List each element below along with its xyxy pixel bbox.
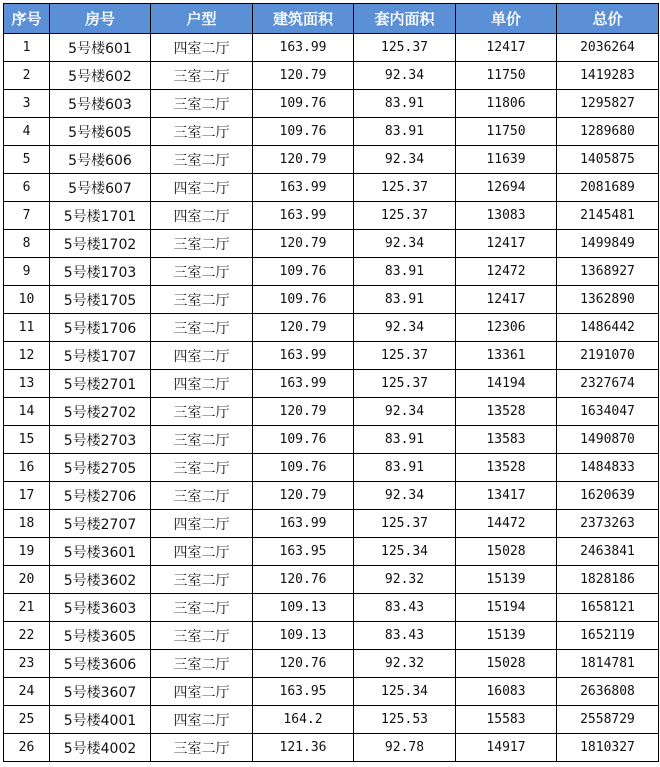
cell-net-area[interactable]: 92.32 xyxy=(354,566,456,594)
table-row xyxy=(4,230,659,258)
cell-gross-area[interactable]: 120.79 xyxy=(253,398,354,426)
cell-layout[interactable]: 四室二厅 xyxy=(151,538,253,566)
cell-room[interactable]: 5号楼602 xyxy=(50,62,151,90)
cell-room[interactable]: 5号楼1703 xyxy=(50,258,151,286)
cell-unit-price[interactable]: 13361 xyxy=(456,342,557,370)
cell-net-area[interactable]: 125.37 xyxy=(354,174,456,202)
cell-net-area[interactable]: 92.32 xyxy=(354,650,456,678)
cell-gross-area[interactable]: 109.76 xyxy=(253,454,354,482)
cell-net-area[interactable]: 92.34 xyxy=(354,314,456,342)
cell-unit-price[interactable]: 12694 xyxy=(456,174,557,202)
cell-unit-price[interactable]: 15194 xyxy=(456,594,557,622)
cell-total-price[interactable]: 1499849 xyxy=(557,230,659,258)
cell-net-area[interactable]: 92.34 xyxy=(354,482,456,510)
cell-room[interactable]: 5号楼2703 xyxy=(50,426,151,454)
cell-net-area[interactable]: 125.34 xyxy=(354,678,456,706)
header-row xyxy=(4,4,659,34)
cell-gross-area[interactable]: 163.99 xyxy=(253,510,354,538)
cell-room[interactable]: 5号楼4001 xyxy=(50,706,151,734)
cell-net-area[interactable]: 92.34 xyxy=(354,230,456,258)
cell-no[interactable]: 26 xyxy=(4,734,50,762)
cell-unit-price[interactable]: 13583 xyxy=(456,426,557,454)
cell-net-area[interactable]: 125.37 xyxy=(354,370,456,398)
cell-total-price[interactable]: 1405875 xyxy=(557,146,659,174)
table-row xyxy=(4,202,659,230)
cell-net-area[interactable]: 83.91 xyxy=(354,454,456,482)
cell-layout[interactable]: 四室二厅 xyxy=(151,678,253,706)
cell-gross-area[interactable]: 120.76 xyxy=(253,566,354,594)
cell-unit-price[interactable]: 15028 xyxy=(456,538,557,566)
cell-gross-area[interactable]: 109.76 xyxy=(253,90,354,118)
cell-unit-price[interactable]: 15139 xyxy=(456,622,557,650)
cell-room[interactable]: 5号楼3606 xyxy=(50,650,151,678)
cell-net-area[interactable]: 125.37 xyxy=(354,202,456,230)
cell-total-price[interactable]: 2191070 xyxy=(557,342,659,370)
cell-total-price[interactable]: 2373263 xyxy=(557,510,659,538)
cell-gross-area[interactable]: 163.99 xyxy=(253,202,354,230)
cell-room[interactable]: 5号楼2702 xyxy=(50,398,151,426)
cell-gross-area[interactable]: 109.13 xyxy=(253,622,354,650)
cell-layout[interactable]: 四室二厅 xyxy=(151,174,253,202)
table-row xyxy=(4,734,659,762)
table-row xyxy=(4,426,659,454)
cell-gross-area[interactable]: 120.79 xyxy=(253,314,354,342)
table-row xyxy=(4,118,659,146)
cell-net-area[interactable]: 125.37 xyxy=(354,34,456,62)
table-row xyxy=(4,90,659,118)
cell-layout[interactable]: 三室二厅 xyxy=(151,734,253,762)
cell-unit-price[interactable]: 12417 xyxy=(456,34,557,62)
cell-room[interactable]: 5号楼3607 xyxy=(50,678,151,706)
cell-unit-price[interactable]: 12306 xyxy=(456,314,557,342)
cell-gross-area[interactable]: 163.99 xyxy=(253,342,354,370)
cell-layout[interactable]: 三室二厅 xyxy=(151,482,253,510)
cell-gross-area[interactable]: 120.76 xyxy=(253,650,354,678)
cell-layout[interactable]: 三室二厅 xyxy=(151,258,253,286)
cell-net-area[interactable]: 125.37 xyxy=(354,510,456,538)
cell-total-price[interactable]: 1289680 xyxy=(557,118,659,146)
header-layout: 户型 xyxy=(151,4,253,34)
cell-layout[interactable]: 四室二厅 xyxy=(151,370,253,398)
table-row xyxy=(4,62,659,90)
table-row xyxy=(4,146,659,174)
cell-gross-area[interactable]: 163.99 xyxy=(253,34,354,62)
cell-net-area[interactable]: 83.43 xyxy=(354,622,456,650)
cell-unit-price[interactable]: 12417 xyxy=(456,286,557,314)
cell-gross-area[interactable]: 109.76 xyxy=(253,426,354,454)
cell-net-area[interactable]: 92.78 xyxy=(354,734,456,762)
cell-layout[interactable]: 三室二厅 xyxy=(151,622,253,650)
cell-no[interactable]: 10 xyxy=(4,286,50,314)
cell-room[interactable]: 5号楼3603 xyxy=(50,594,151,622)
cell-layout[interactable]: 三室二厅 xyxy=(151,650,253,678)
header-net-area: 套内面积 xyxy=(354,4,456,34)
cell-no[interactable]: 5 xyxy=(4,146,50,174)
table-row xyxy=(4,538,659,566)
cell-total-price[interactable]: 1419283 xyxy=(557,62,659,90)
cell-no[interactable]: 1 xyxy=(4,34,50,62)
cell-room[interactable]: 5号楼605 xyxy=(50,118,151,146)
cell-no[interactable]: 22 xyxy=(4,622,50,650)
cell-layout[interactable]: 四室二厅 xyxy=(151,202,253,230)
cell-unit-price[interactable]: 14472 xyxy=(456,510,557,538)
cell-total-price[interactable]: 2327674 xyxy=(557,370,659,398)
table-row xyxy=(4,174,659,202)
cell-no[interactable]: 15 xyxy=(4,426,50,454)
cell-layout[interactable]: 四室二厅 xyxy=(151,510,253,538)
cell-total-price[interactable]: 2463841 xyxy=(557,538,659,566)
cell-total-price[interactable]: 1295827 xyxy=(557,90,659,118)
cell-total-price[interactable]: 2558729 xyxy=(557,706,659,734)
cell-total-price[interactable]: 2081689 xyxy=(557,174,659,202)
cell-no[interactable]: 23 xyxy=(4,650,50,678)
header-room: 房号 xyxy=(50,4,151,34)
cell-gross-area[interactable]: 163.95 xyxy=(253,538,354,566)
cell-gross-area[interactable]: 120.79 xyxy=(253,146,354,174)
cell-gross-area[interactable]: 109.76 xyxy=(253,258,354,286)
table-row xyxy=(4,342,659,370)
cell-layout[interactable]: 三室二厅 xyxy=(151,566,253,594)
cell-net-area[interactable]: 83.91 xyxy=(354,426,456,454)
cell-total-price[interactable]: 1652119 xyxy=(557,622,659,650)
cell-room[interactable]: 5号楼2706 xyxy=(50,482,151,510)
cell-room[interactable]: 5号楼2707 xyxy=(50,510,151,538)
cell-total-price[interactable]: 1634047 xyxy=(557,398,659,426)
cell-unit-price[interactable]: 11750 xyxy=(456,118,557,146)
cell-net-area[interactable]: 83.91 xyxy=(354,286,456,314)
cell-no[interactable]: 8 xyxy=(4,230,50,258)
cell-unit-price[interactable]: 14917 xyxy=(456,734,557,762)
cell-room[interactable]: 5号楼2701 xyxy=(50,370,151,398)
cell-gross-area[interactable]: 120.79 xyxy=(253,482,354,510)
cell-no[interactable]: 13 xyxy=(4,370,50,398)
cell-no[interactable]: 6 xyxy=(4,174,50,202)
header-unit-price: 单价 xyxy=(456,4,557,34)
cell-no[interactable]: 3 xyxy=(4,90,50,118)
cell-no[interactable]: 12 xyxy=(4,342,50,370)
header-no: 序号 xyxy=(4,4,50,34)
cell-net-area[interactable]: 83.91 xyxy=(354,118,456,146)
table-row xyxy=(4,258,659,286)
cell-layout[interactable]: 三室二厅 xyxy=(151,286,253,314)
cell-total-price[interactable]: 1362890 xyxy=(557,286,659,314)
cell-gross-area[interactable]: 109.76 xyxy=(253,286,354,314)
cell-room[interactable]: 5号楼3601 xyxy=(50,538,151,566)
table-row xyxy=(4,566,659,594)
cell-unit-price[interactable]: 15583 xyxy=(456,706,557,734)
cell-gross-area[interactable]: 109.76 xyxy=(253,118,354,146)
cell-room[interactable]: 5号楼1707 xyxy=(50,342,151,370)
cell-layout[interactable]: 三室二厅 xyxy=(151,230,253,258)
cell-room[interactable]: 5号楼603 xyxy=(50,90,151,118)
cell-unit-price[interactable]: 13083 xyxy=(456,202,557,230)
cell-total-price[interactable]: 2636808 xyxy=(557,678,659,706)
cell-layout[interactable]: 三室二厅 xyxy=(151,314,253,342)
cell-room[interactable]: 5号楼1705 xyxy=(50,286,151,314)
table-row xyxy=(4,510,659,538)
cell-unit-price[interactable]: 15139 xyxy=(456,566,557,594)
cell-layout[interactable]: 三室二厅 xyxy=(151,594,253,622)
table-row xyxy=(4,622,659,650)
cell-room[interactable]: 5号楼4002 xyxy=(50,734,151,762)
cell-total-price[interactable]: 1658121 xyxy=(557,594,659,622)
cell-total-price[interactable]: 1484833 xyxy=(557,454,659,482)
cell-unit-price[interactable]: 14194 xyxy=(456,370,557,398)
cell-gross-area[interactable]: 163.95 xyxy=(253,678,354,706)
cell-no[interactable]: 7 xyxy=(4,202,50,230)
table-row xyxy=(4,678,659,706)
cell-unit-price[interactable]: 13528 xyxy=(456,398,557,426)
cell-total-price[interactable]: 2145481 xyxy=(557,202,659,230)
cell-gross-area[interactable]: 163.99 xyxy=(253,370,354,398)
cell-layout[interactable]: 三室二厅 xyxy=(151,146,253,174)
cell-layout[interactable]: 三室二厅 xyxy=(151,426,253,454)
cell-layout[interactable]: 三室二厅 xyxy=(151,90,253,118)
cell-layout[interactable]: 三室二厅 xyxy=(151,454,253,482)
cell-layout[interactable]: 四室二厅 xyxy=(151,706,253,734)
cell-no[interactable]: 2 xyxy=(4,62,50,90)
cell-gross-area[interactable]: 120.79 xyxy=(253,230,354,258)
cell-no[interactable]: 24 xyxy=(4,678,50,706)
cell-room[interactable]: 5号楼2705 xyxy=(50,454,151,482)
cell-gross-area[interactable]: 163.99 xyxy=(253,174,354,202)
cell-no[interactable]: 21 xyxy=(4,594,50,622)
cell-net-area[interactable]: 92.34 xyxy=(354,146,456,174)
cell-total-price[interactable]: 1490870 xyxy=(557,426,659,454)
cell-total-price[interactable]: 1368927 xyxy=(557,258,659,286)
cell-layout[interactable]: 三室二厅 xyxy=(151,398,253,426)
table-row xyxy=(4,650,659,678)
cell-net-area[interactable]: 92.34 xyxy=(354,398,456,426)
header-gross-area: 建筑面积 xyxy=(253,4,354,34)
cell-room[interactable]: 5号楼607 xyxy=(50,174,151,202)
cell-net-area[interactable]: 125.34 xyxy=(354,538,456,566)
cell-no[interactable]: 17 xyxy=(4,482,50,510)
cell-total-price[interactable]: 1810327 xyxy=(557,734,659,762)
cell-total-price[interactable]: 1486442 xyxy=(557,314,659,342)
cell-unit-price[interactable]: 16083 xyxy=(456,678,557,706)
table-row xyxy=(4,454,659,482)
cell-room[interactable]: 5号楼1706 xyxy=(50,314,151,342)
cell-no[interactable]: 9 xyxy=(4,258,50,286)
cell-total-price[interactable]: 2036264 xyxy=(557,34,659,62)
cell-net-area[interactable]: 125.37 xyxy=(354,342,456,370)
cell-room[interactable]: 5号楼1702 xyxy=(50,230,151,258)
cell-unit-price[interactable]: 15028 xyxy=(456,650,557,678)
cell-total-price[interactable]: 1814781 xyxy=(557,650,659,678)
cell-net-area[interactable]: 83.91 xyxy=(354,90,456,118)
cell-net-area[interactable]: 125.53 xyxy=(354,706,456,734)
cell-unit-price[interactable]: 11806 xyxy=(456,90,557,118)
cell-room[interactable]: 5号楼3602 xyxy=(50,566,151,594)
price-table xyxy=(3,3,659,762)
cell-unit-price[interactable]: 13417 xyxy=(456,482,557,510)
cell-no[interactable]: 19 xyxy=(4,538,50,566)
cell-no[interactable]: 4 xyxy=(4,118,50,146)
table-row xyxy=(4,482,659,510)
cell-net-area[interactable]: 92.34 xyxy=(354,62,456,90)
table-row xyxy=(4,370,659,398)
table-body xyxy=(4,34,659,762)
cell-total-price[interactable]: 1828186 xyxy=(557,566,659,594)
cell-layout[interactable]: 三室二厅 xyxy=(151,118,253,146)
cell-unit-price[interactable]: 11750 xyxy=(456,62,557,90)
cell-no[interactable]: 18 xyxy=(4,510,50,538)
cell-gross-area[interactable]: 121.36 xyxy=(253,734,354,762)
table-row xyxy=(4,706,659,734)
cell-unit-price[interactable]: 12417 xyxy=(456,230,557,258)
cell-unit-price[interactable]: 12472 xyxy=(456,258,557,286)
table-row xyxy=(4,398,659,426)
cell-room[interactable]: 5号楼3605 xyxy=(50,622,151,650)
cell-no[interactable]: 16 xyxy=(4,454,50,482)
cell-no[interactable]: 11 xyxy=(4,314,50,342)
table-row xyxy=(4,34,659,62)
header-total-price: 总价 xyxy=(557,4,659,34)
table-row xyxy=(4,286,659,314)
cell-gross-area[interactable]: 120.79 xyxy=(253,62,354,90)
cell-layout[interactable]: 四室二厅 xyxy=(151,34,253,62)
cell-net-area[interactable]: 83.43 xyxy=(354,594,456,622)
cell-total-price[interactable]: 1620639 xyxy=(557,482,659,510)
cell-room[interactable]: 5号楼601 xyxy=(50,34,151,62)
table-row xyxy=(4,594,659,622)
cell-room[interactable]: 5号楼1701 xyxy=(50,202,151,230)
cell-layout[interactable]: 四室二厅 xyxy=(151,342,253,370)
cell-no[interactable]: 20 xyxy=(4,566,50,594)
cell-unit-price[interactable]: 11639 xyxy=(456,146,557,174)
cell-gross-area[interactable]: 109.13 xyxy=(253,594,354,622)
cell-room[interactable]: 5号楼606 xyxy=(50,146,151,174)
table-row xyxy=(4,314,659,342)
cell-unit-price[interactable]: 13528 xyxy=(456,454,557,482)
cell-net-area[interactable]: 83.91 xyxy=(354,258,456,286)
cell-no[interactable]: 25 xyxy=(4,706,50,734)
cell-gross-area[interactable]: 164.2 xyxy=(253,706,354,734)
cell-no[interactable]: 14 xyxy=(4,398,50,426)
cell-layout[interactable]: 三室二厅 xyxy=(151,62,253,90)
